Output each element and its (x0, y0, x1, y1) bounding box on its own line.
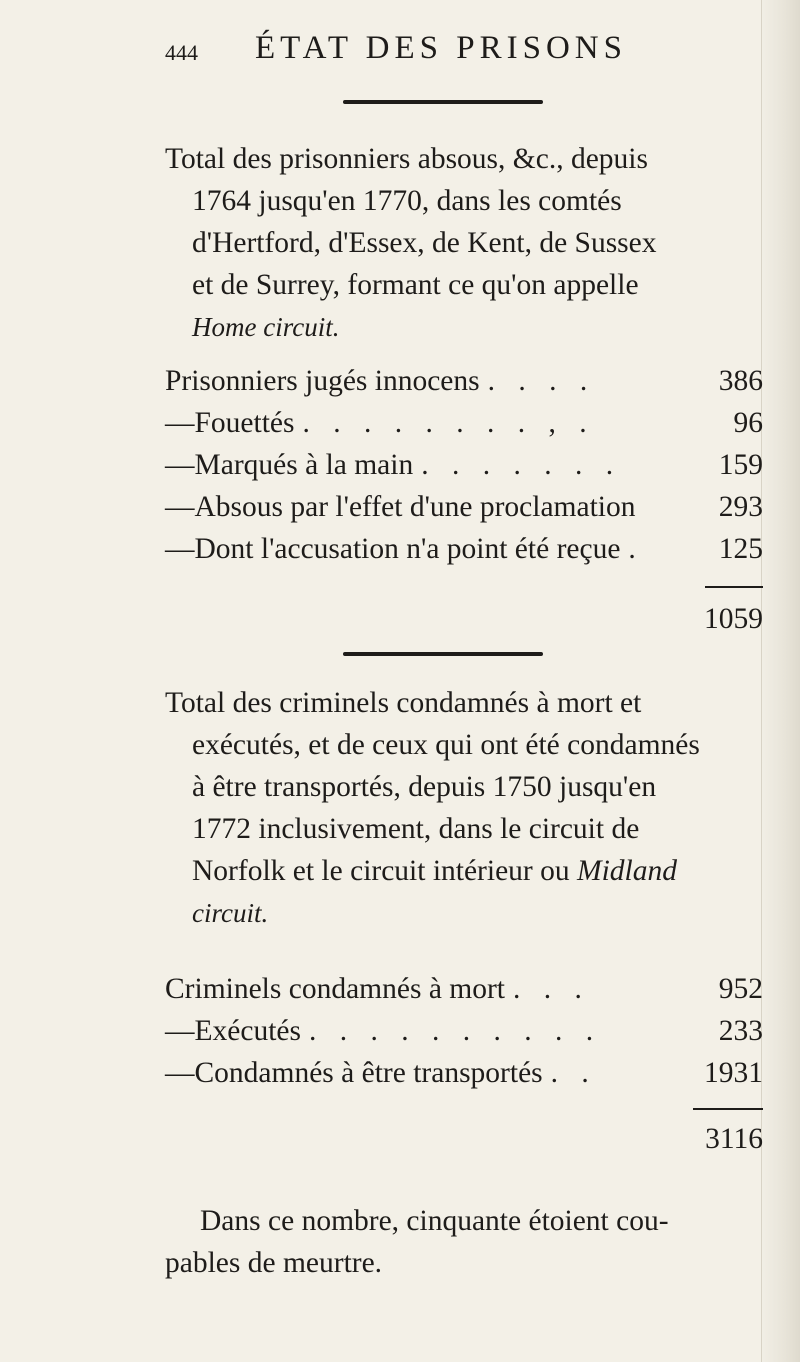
section-1-intro-line-3: d'Hertford, d'Essex, de Kent, de Sussex (192, 227, 657, 259)
row-dots: . . . (513, 973, 590, 1005)
table-row (165, 486, 763, 528)
row-dots: . . . . . . . (421, 449, 622, 481)
row-dots: . . . . . . . . , . (302, 407, 595, 439)
section-1-intro-line-2: 1764 jusqu'en 1770, dans les comtés (192, 185, 622, 217)
row-value: 96 (733, 407, 763, 439)
section-1-intro-line-4: et de Surrey, formant ce qu'on appelle (192, 269, 639, 301)
table-row (165, 1010, 763, 1052)
row-value: 952 (718, 973, 763, 1005)
row-label: —Dont l'accusation n'a point été reçue (165, 533, 621, 565)
table-row (165, 1052, 763, 1094)
section-1-intro-line-1: Total des prisonniers absous, &c., depuis (165, 143, 648, 175)
page-edge (761, 0, 800, 1362)
row-label: —Marqués à la main (165, 449, 414, 481)
section-rule-2 (343, 652, 543, 656)
table-row (165, 402, 763, 444)
row-label: —Absous par l'effet d'une proclamation (165, 491, 636, 523)
row-label: —Fouettés (165, 407, 295, 439)
row-label: Criminels condamnés à mort (165, 973, 505, 1005)
section-rule-1 (343, 100, 543, 104)
row-value: 293 (718, 491, 763, 523)
closing-line-1: Dans ce nombre, cinquante étoient cou- (200, 1205, 669, 1237)
running-head: ÉTAT DES PRISONS (255, 30, 627, 66)
sum-line (705, 586, 763, 588)
section-2-intro-line-1: Total des criminels condamnés à mort et (165, 687, 642, 719)
row-value: 159 (718, 449, 763, 481)
section-2-intro-line-4: 1772 inclusivement, dans le circuit de (192, 813, 640, 845)
closing-line-2: pables de meurtre. (165, 1247, 383, 1279)
table-row (165, 528, 763, 570)
row-dots: . (628, 533, 644, 565)
table-row (165, 360, 763, 402)
row-label: —Exécutés (165, 1015, 301, 1047)
section-2-intro-line-2: exécutés, et de ceux qui ont été condamnés (192, 729, 700, 761)
section-1-total: 1059 (704, 603, 763, 635)
section-2-intro-line-5 (192, 850, 760, 893)
row-dots: . . . . (487, 365, 596, 397)
section-2-intro-line-5-italic: Midland (577, 855, 677, 887)
section-2-intro-line-3: à être transportés, depuis 1750 jusqu'en (192, 771, 657, 803)
row-dots: . . (550, 1057, 597, 1089)
row-value: 1931 (704, 1057, 763, 1089)
row-label: —Condamnés à être transportés (165, 1057, 543, 1089)
page-number: 444 (165, 40, 198, 65)
table-row (165, 968, 763, 1010)
section-2-total: 3116 (705, 1123, 763, 1155)
row-label: Prisonniers jugés innocens (165, 365, 480, 397)
table-row (165, 444, 763, 486)
section-2-intro-line-5-text: Norfolk et le circuit intérieur ou (192, 855, 577, 887)
section-2-intro-italic: circuit. (192, 898, 269, 928)
row-value: 386 (718, 365, 763, 397)
sum-line (693, 1108, 763, 1110)
row-dots: . . . . . . . . . . (308, 1015, 602, 1047)
row-value: 233 (718, 1015, 763, 1047)
row-value: 125 (718, 533, 763, 565)
section-1-intro-italic: Home circuit. (192, 312, 340, 342)
